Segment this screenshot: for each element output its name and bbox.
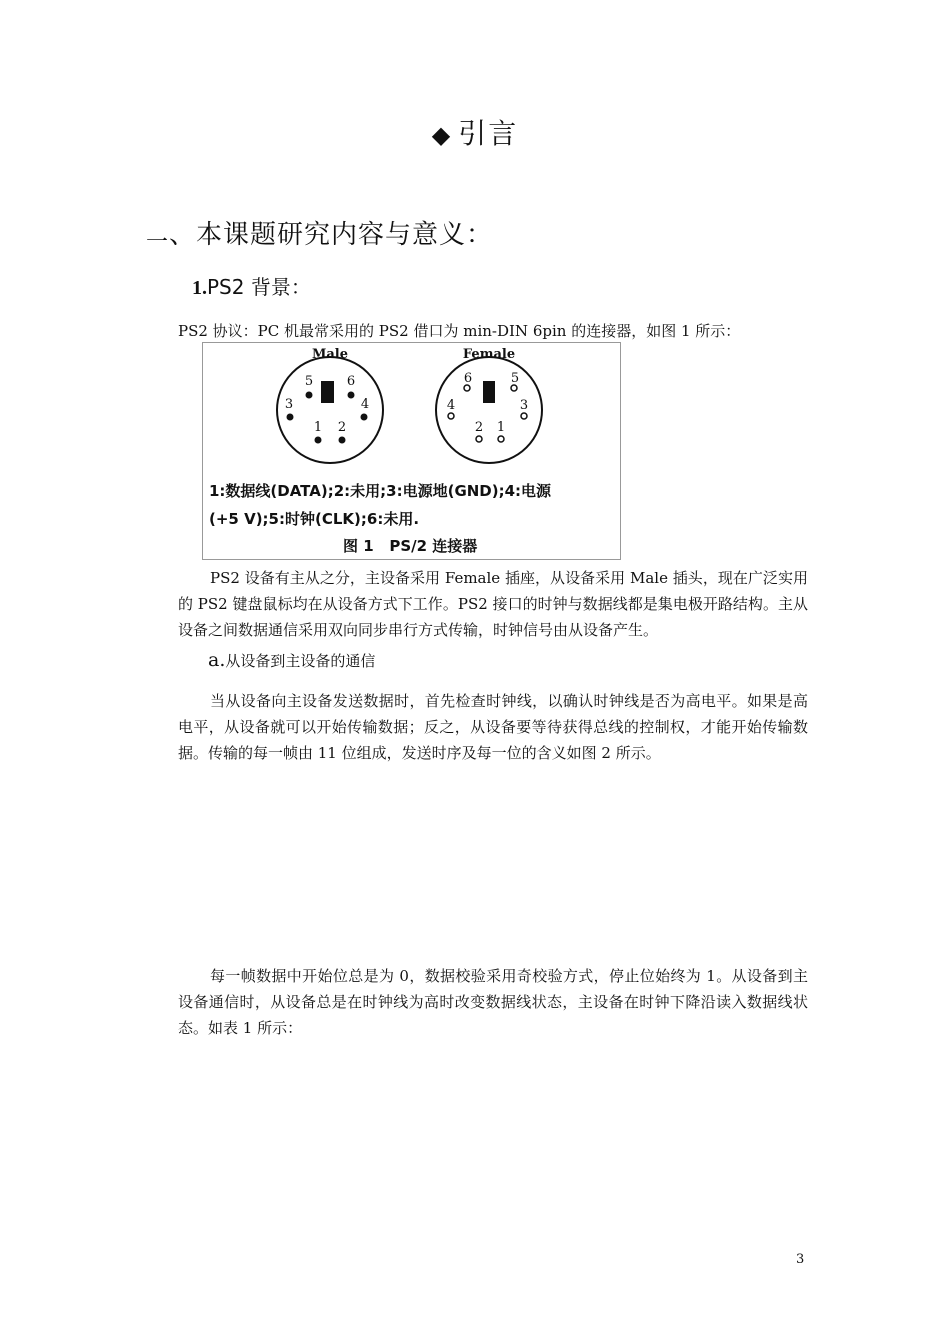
female-pin-label: 4 — [446, 398, 456, 413]
male-label: Male — [311, 347, 349, 362]
page-title — [0, 112, 950, 152]
female-pin-2 — [476, 436, 482, 442]
subsection-heading-text: PS2 背景： — [207, 275, 311, 299]
female-pin-label: 5 — [510, 371, 520, 386]
section-heading-text: 、本课题研究内容与意义： — [169, 220, 494, 250]
female-pin-4 — [448, 413, 454, 419]
male-pin-label: 4 — [360, 397, 370, 412]
male-pin-label: 5 — [304, 374, 314, 389]
subheading-a-text: 从设备到主设备的通信 — [225, 652, 376, 670]
figure-note-line-1: 1:数据线(DATA);2:未用;3:电源地(GND);4:电源 — [209, 482, 552, 500]
section-number: 一 — [146, 230, 170, 255]
body-paragraph-1: PS2 设备有主从之分，主设备采用 Female 插座，从设备采用 Male 插头，现在广泛实用的 PS2 键盘鼠标均在从设备方式下工作。PS2 接口的时钟与数据线都是集电极开路结构。主从设备之间数据通信采用双向同步串行方式传输，时钟信号由从设备产生。 — [178, 569, 808, 639]
male-pin-4 — [361, 414, 368, 421]
female-pin-label: 3 — [519, 398, 529, 413]
subsection-number: 1. — [192, 277, 207, 299]
body-paragraph-2: 当从设备向主设备发送数据时，首先检查时钟线，以确认时钟线是否为高电平。如果是高电平，从设备就可以开始传输数据；反之，从设备要等待获得总线的控制权，才能开始传输数据。传输的每一帧由 11 位组成，发送时序及每一位的含义如图 2 所示。 — [178, 692, 808, 762]
diamond-icon: ◆ — [431, 121, 453, 149]
female-pin-1 — [498, 436, 504, 442]
male-pin-6 — [348, 392, 355, 399]
female-label: Female — [462, 347, 516, 362]
female-key-notch — [483, 381, 495, 403]
male-key-notch — [321, 381, 334, 403]
female-pin-label: 1 — [496, 420, 506, 435]
ps2-connector-figure — [202, 342, 621, 560]
body-paragraph-3: 每一帧数据中开始位总是为 0，数据校验采用奇校验方式，停止位始终为 1。从设备到主设备通信时，从设备总是在时钟线为高时改变数据线状态，主设备在时钟下降沿读入数据线状态。如表 1 所示： — [178, 967, 808, 1037]
page-number: 3 — [796, 1252, 805, 1267]
figure-note-line-2: (+5 V);5:时钟(CLK);6:未用. — [209, 510, 420, 528]
male-pin-label: 2 — [337, 420, 347, 435]
subsection-heading — [192, 271, 311, 300]
female-pin-label: 2 — [474, 420, 484, 435]
male-pin-1 — [315, 437, 322, 444]
section-heading — [146, 214, 494, 255]
title-text: 引言 — [458, 117, 519, 150]
male-pin-label: 6 — [346, 374, 356, 389]
male-pin-5 — [306, 392, 313, 399]
figure-caption: 图 1 PS/2 连接器 — [343, 537, 478, 555]
male-pin-label: 1 — [313, 420, 323, 435]
female-pin-3 — [521, 413, 527, 419]
male-pin-label: 3 — [284, 397, 294, 412]
male-pin-2 — [339, 437, 346, 444]
intro-paragraph: PS2 协议：PC 机最常采用的 PS2 借口为 min-DIN 6pin 的连接器，如图 1 所示： — [178, 322, 741, 340]
male-pin-3 — [287, 414, 294, 421]
ps2-connector-diagram — [203, 343, 620, 559]
female-pin-label: 6 — [463, 371, 473, 386]
subheading-a-label: a. — [208, 649, 226, 671]
subheading-a — [208, 649, 375, 671]
